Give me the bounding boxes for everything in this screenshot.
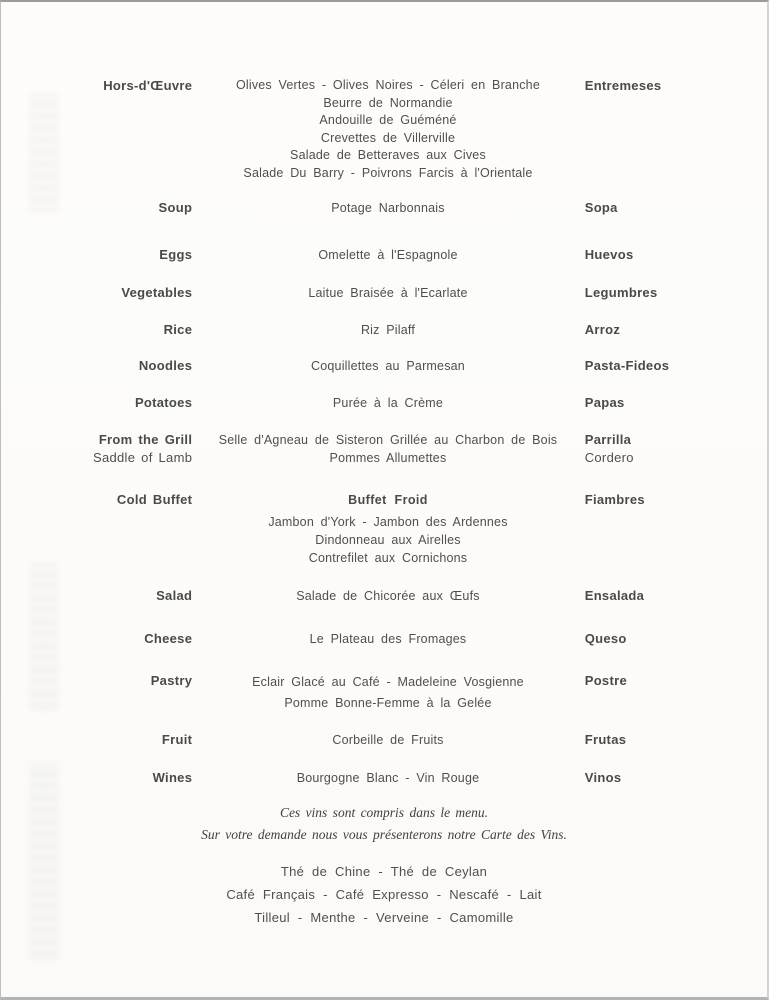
course-label-es: Entremeses — [584, 78, 662, 93]
course-dishes — [192, 394, 583, 412]
course-label-es: Vinos — [584, 770, 622, 785]
course-dishes — [192, 630, 583, 648]
course-label-en: Pastry — [150, 673, 193, 688]
course-dishes — [192, 731, 583, 749]
course-label-en: Salad — [156, 588, 193, 603]
course-dishes — [192, 431, 583, 467]
course-label-en: Fruit — [161, 732, 193, 747]
wine-note-line: Ces vins sont compris dans le menu. — [279, 805, 489, 820]
course-dishes — [192, 769, 583, 787]
dish-line: Laitue Braisée à l'Ecarlate — [308, 286, 468, 300]
course-dishes — [192, 357, 583, 375]
dish-line: Coquillettes au Parmesan — [311, 359, 465, 373]
dish-line: Beurre de Normandie — [323, 95, 453, 110]
dish-line: Pomme Bonne-Femme à la Gelée — [284, 696, 492, 710]
course-label-en: Rice — [163, 322, 193, 337]
course-row-soup — [1, 199, 767, 217]
course-label-es: Pasta-Fideos — [584, 358, 670, 373]
course-dishes — [192, 321, 583, 339]
dish-line: Contrefilet aux Cornichons — [308, 551, 468, 565]
course-label-es: Sopa — [584, 200, 618, 215]
course-label-en: Noodles — [138, 358, 193, 373]
beverages-line: Tilleul - Menthe - Verveine - Camomille — [254, 910, 514, 925]
course-row-eggs — [1, 246, 767, 264]
course-label-en: Wines — [152, 770, 193, 785]
course-label-es: Frutas — [584, 732, 627, 747]
dish-line: Salade de Betteraves aux Cives — [290, 148, 486, 162]
course-label-es-main: Parrilla — [584, 432, 632, 447]
beverages-line: Thé de Chine - Thé de Ceylan — [280, 864, 488, 879]
course-label-es: Huevos — [584, 247, 634, 262]
course-row-cold-buffet — [1, 491, 767, 567]
course-label-en: Cold Buffet — [116, 492, 193, 507]
dish-line: Dindonneau aux Airelles — [315, 533, 461, 547]
course-label-es: Papas — [584, 395, 625, 410]
dish-line: Crevettes de Villerville — [320, 130, 456, 145]
course-label-en: Hors-d'Œuvre — [103, 78, 193, 93]
course-row-fruit — [1, 731, 767, 749]
dish-line: Selle d'Agneau de Sisteron Grillée au Charbon de Bois — [218, 433, 558, 447]
course-dishes — [192, 672, 583, 714]
dish-line: Omelette à l'Espagnole — [318, 248, 458, 262]
dish-line: Jambon d'York - Jambon des Ardennes — [268, 515, 508, 529]
dish-line: Salade de Chicorée aux Œufs — [296, 589, 480, 603]
course-row-vegetables — [1, 284, 767, 302]
course-label-en: Cheese — [144, 631, 193, 646]
dish-line: Bourgogne Blanc - Vin Rouge — [296, 771, 480, 785]
wine-note-line: Sur votre demande nous vous présenterons notre Carte des Vins. — [201, 827, 567, 842]
course-label-en-main: From the Grill — [98, 432, 193, 447]
course-dishes — [192, 246, 583, 264]
course-label-es: Arroz — [584, 322, 621, 337]
course-label-es: Fiambres — [584, 492, 645, 507]
beverages-section — [1, 860, 767, 929]
course-label-en — [1, 431, 192, 467]
course-dishes — [192, 77, 583, 182]
course-row-rice — [1, 321, 767, 339]
course-row-salad — [1, 587, 767, 605]
course-row-pastry — [1, 672, 767, 714]
dish-line: Potage Narbonnais — [331, 201, 445, 215]
beverages-line: Café Français - Café Expresso - Nescafé - Lait — [226, 887, 542, 902]
course-dishes — [192, 199, 583, 217]
course-row-hors-doeuvre — [1, 77, 767, 182]
course-label-en: Potatoes — [134, 395, 193, 410]
course-dishes — [192, 491, 583, 567]
course-label-es: Legumbres — [584, 285, 658, 300]
dish-line: Pommes Allumettes — [329, 451, 447, 465]
course-label-es: Queso — [584, 631, 627, 646]
course-label-en-sub: Saddle of Lamb — [92, 450, 193, 465]
dish-line: Purée à la Crème — [332, 396, 444, 410]
course-row-potatoes — [1, 394, 767, 412]
course-label-es: Ensalada — [584, 588, 645, 603]
menu-content — [1, 77, 767, 929]
dish-line: Riz Pilaff — [360, 323, 416, 337]
course-label-es: Postre — [584, 673, 627, 688]
course-label-es — [584, 431, 767, 467]
course-row-grill — [1, 431, 767, 467]
course-label-en: Vegetables — [121, 285, 193, 300]
course-row-cheese — [1, 630, 767, 648]
dish-line: Le Plateau des Fromages — [309, 632, 467, 646]
dish-line: Andouille de Guéméné — [319, 113, 457, 127]
dish-line: Corbeille de Fruits — [332, 733, 444, 747]
dish-group-title: Buffet Froid — [348, 493, 428, 507]
dish-line: Olives Vertes - Olives Noires - Céleri en Branche — [235, 78, 540, 92]
dish-line: Eclair Glacé au Café - Madeleine Vosgienne — [252, 675, 524, 689]
dish-line: Salade Du Barry - Poivrons Farcis à l'Orientale — [243, 165, 533, 180]
course-row-noodles — [1, 357, 767, 375]
course-label-en: Eggs — [159, 247, 193, 262]
course-label-en: Soup — [158, 200, 193, 215]
course-label-es-sub: Cordero — [584, 450, 634, 465]
course-dishes — [192, 587, 583, 605]
wine-note — [1, 802, 767, 846]
course-row-wines — [1, 769, 767, 787]
course-dishes — [192, 284, 583, 302]
